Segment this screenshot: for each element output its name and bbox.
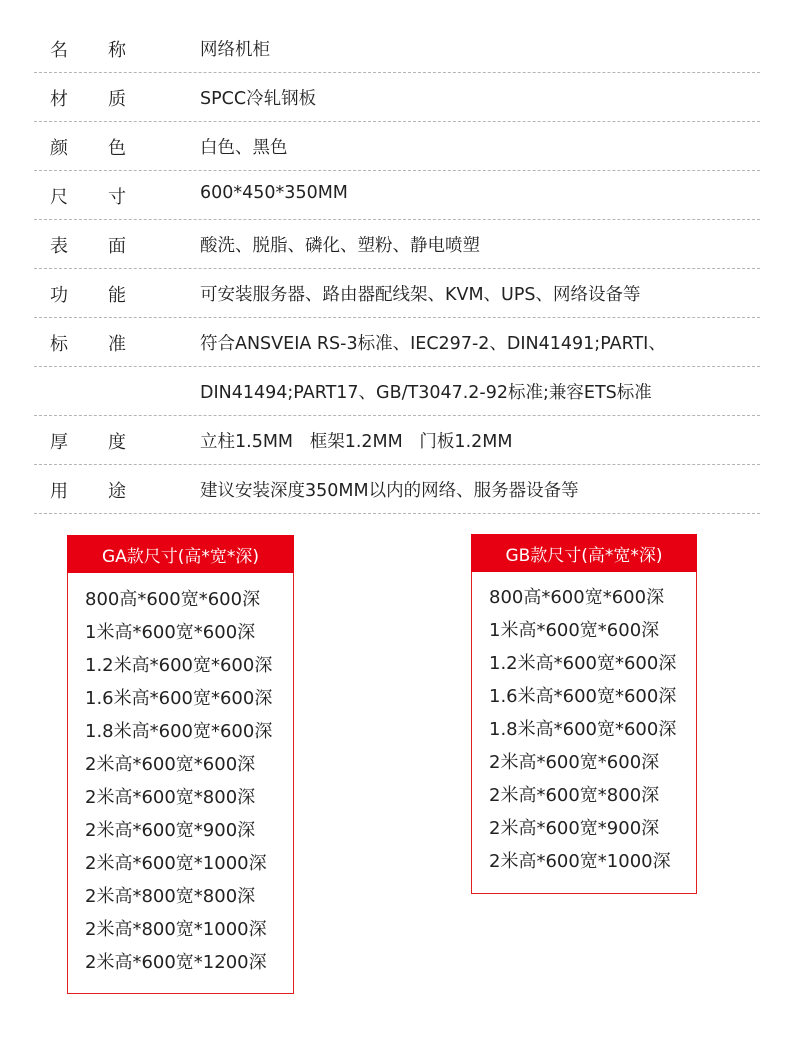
- label-char: 颜: [50, 138, 68, 159]
- ga-size-list: [85, 583, 272, 979]
- gb-size-box: [471, 534, 697, 894]
- label-char: 尺: [50, 187, 68, 208]
- spec-value: SPCC冷轧钢板: [200, 89, 317, 109]
- list-item: 2米高*600宽*800深: [85, 787, 256, 808]
- spec-value: 符合ANSVEIA RS-3标准、IEC297-2、DIN41491;PARTI、: [200, 334, 666, 354]
- spec-row-standard: [34, 318, 760, 367]
- ga-size-box: [67, 535, 294, 994]
- label-char: 厚: [50, 432, 68, 453]
- spec-row-function: [34, 269, 760, 318]
- spec-row-name: [34, 24, 760, 73]
- list-item: 2米高*600宽*600深: [85, 754, 256, 775]
- spec-label: [48, 134, 128, 160]
- spec-value: DIN41494;PART17、GB/T3047.2-92标准;兼容ETS标准: [200, 383, 652, 403]
- label-char: 途: [108, 481, 126, 502]
- spec-row-thickness: [34, 416, 760, 465]
- spec-value: 建议安装深度350MM以内的网络、服务器设备等: [200, 481, 579, 501]
- spec-label: [48, 232, 128, 258]
- gb-size-list: [489, 581, 676, 878]
- label-char: 功: [50, 285, 68, 306]
- gb-size-title: GB款尺寸(高*宽*深): [471, 534, 697, 572]
- list-item: 1.6米高*600宽*600深: [489, 686, 677, 707]
- label-char: 质: [108, 89, 126, 110]
- spec-row-material: [34, 73, 760, 122]
- spec-label: [48, 428, 128, 454]
- spec-label: [48, 36, 128, 62]
- spec-value: 可安装服务器、路由器配线架、KVM、UPS、网络设备等: [200, 285, 641, 305]
- list-item: 1.2米高*600宽*600深: [85, 655, 273, 676]
- label-char: 寸: [108, 187, 126, 208]
- label-char: 材: [50, 89, 68, 110]
- label-char: 称: [108, 40, 126, 61]
- list-item: 2米高*600宽*1000深: [85, 853, 267, 874]
- list-item: 2米高*600宽*900深: [489, 818, 660, 839]
- label-char: 色: [108, 138, 126, 159]
- list-item: 2米高*800宽*800深: [85, 886, 256, 907]
- label-char: 度: [108, 432, 126, 453]
- label-char: 面: [108, 236, 126, 257]
- list-item: 800高*600宽*600深: [85, 589, 261, 610]
- spec-label: [48, 477, 128, 503]
- label-char: 用: [50, 481, 68, 502]
- spec-row-standard-cont: [34, 367, 760, 416]
- list-item: 2米高*800宽*1000深: [85, 919, 267, 940]
- list-item: 1.6米高*600宽*600深: [85, 688, 273, 709]
- spec-label: [48, 330, 128, 356]
- spec-row-size: [34, 171, 760, 220]
- spec-value: 酸洗、脱脂、磷化、塑粉、静电喷塑: [200, 236, 480, 256]
- spec-row-usage: [34, 465, 760, 514]
- label-char: 能: [108, 285, 126, 306]
- spec-row-surface: [34, 220, 760, 269]
- list-item: 1米高*600宽*600深: [85, 622, 256, 643]
- list-item: 2米高*600宽*1200深: [85, 952, 267, 973]
- spec-table: [34, 24, 760, 514]
- spec-label: [48, 85, 128, 111]
- label-char: 表: [50, 236, 68, 257]
- ga-size-title: GA款尺寸(高*宽*深): [67, 535, 294, 573]
- spec-value: 白色、黑色: [200, 138, 288, 158]
- list-item: 2米高*600宽*1000深: [489, 851, 671, 872]
- list-item: 1.2米高*600宽*600深: [489, 653, 677, 674]
- list-item: 800高*600宽*600深: [489, 587, 665, 608]
- list-item: 1.8米高*600宽*600深: [489, 719, 677, 740]
- label-char: 标: [50, 334, 68, 355]
- spec-value: 立柱1.5MM 框架1.2MM 门板1.2MM: [200, 432, 513, 452]
- spec-row-color: [34, 122, 760, 171]
- spec-value: 600*450*350MM: [200, 183, 348, 203]
- label-char: 名: [50, 40, 68, 61]
- spec-label: [48, 183, 128, 209]
- list-item: 2米高*600宽*900深: [85, 820, 256, 841]
- spec-label: [48, 281, 128, 307]
- spec-value: 网络机柜: [200, 40, 270, 60]
- list-item: 2米高*600宽*600深: [489, 752, 660, 773]
- list-item: 1米高*600宽*600深: [489, 620, 660, 641]
- list-item: 1.8米高*600宽*600深: [85, 721, 273, 742]
- list-item: 2米高*600宽*800深: [489, 785, 660, 806]
- label-char: 准: [108, 334, 126, 355]
